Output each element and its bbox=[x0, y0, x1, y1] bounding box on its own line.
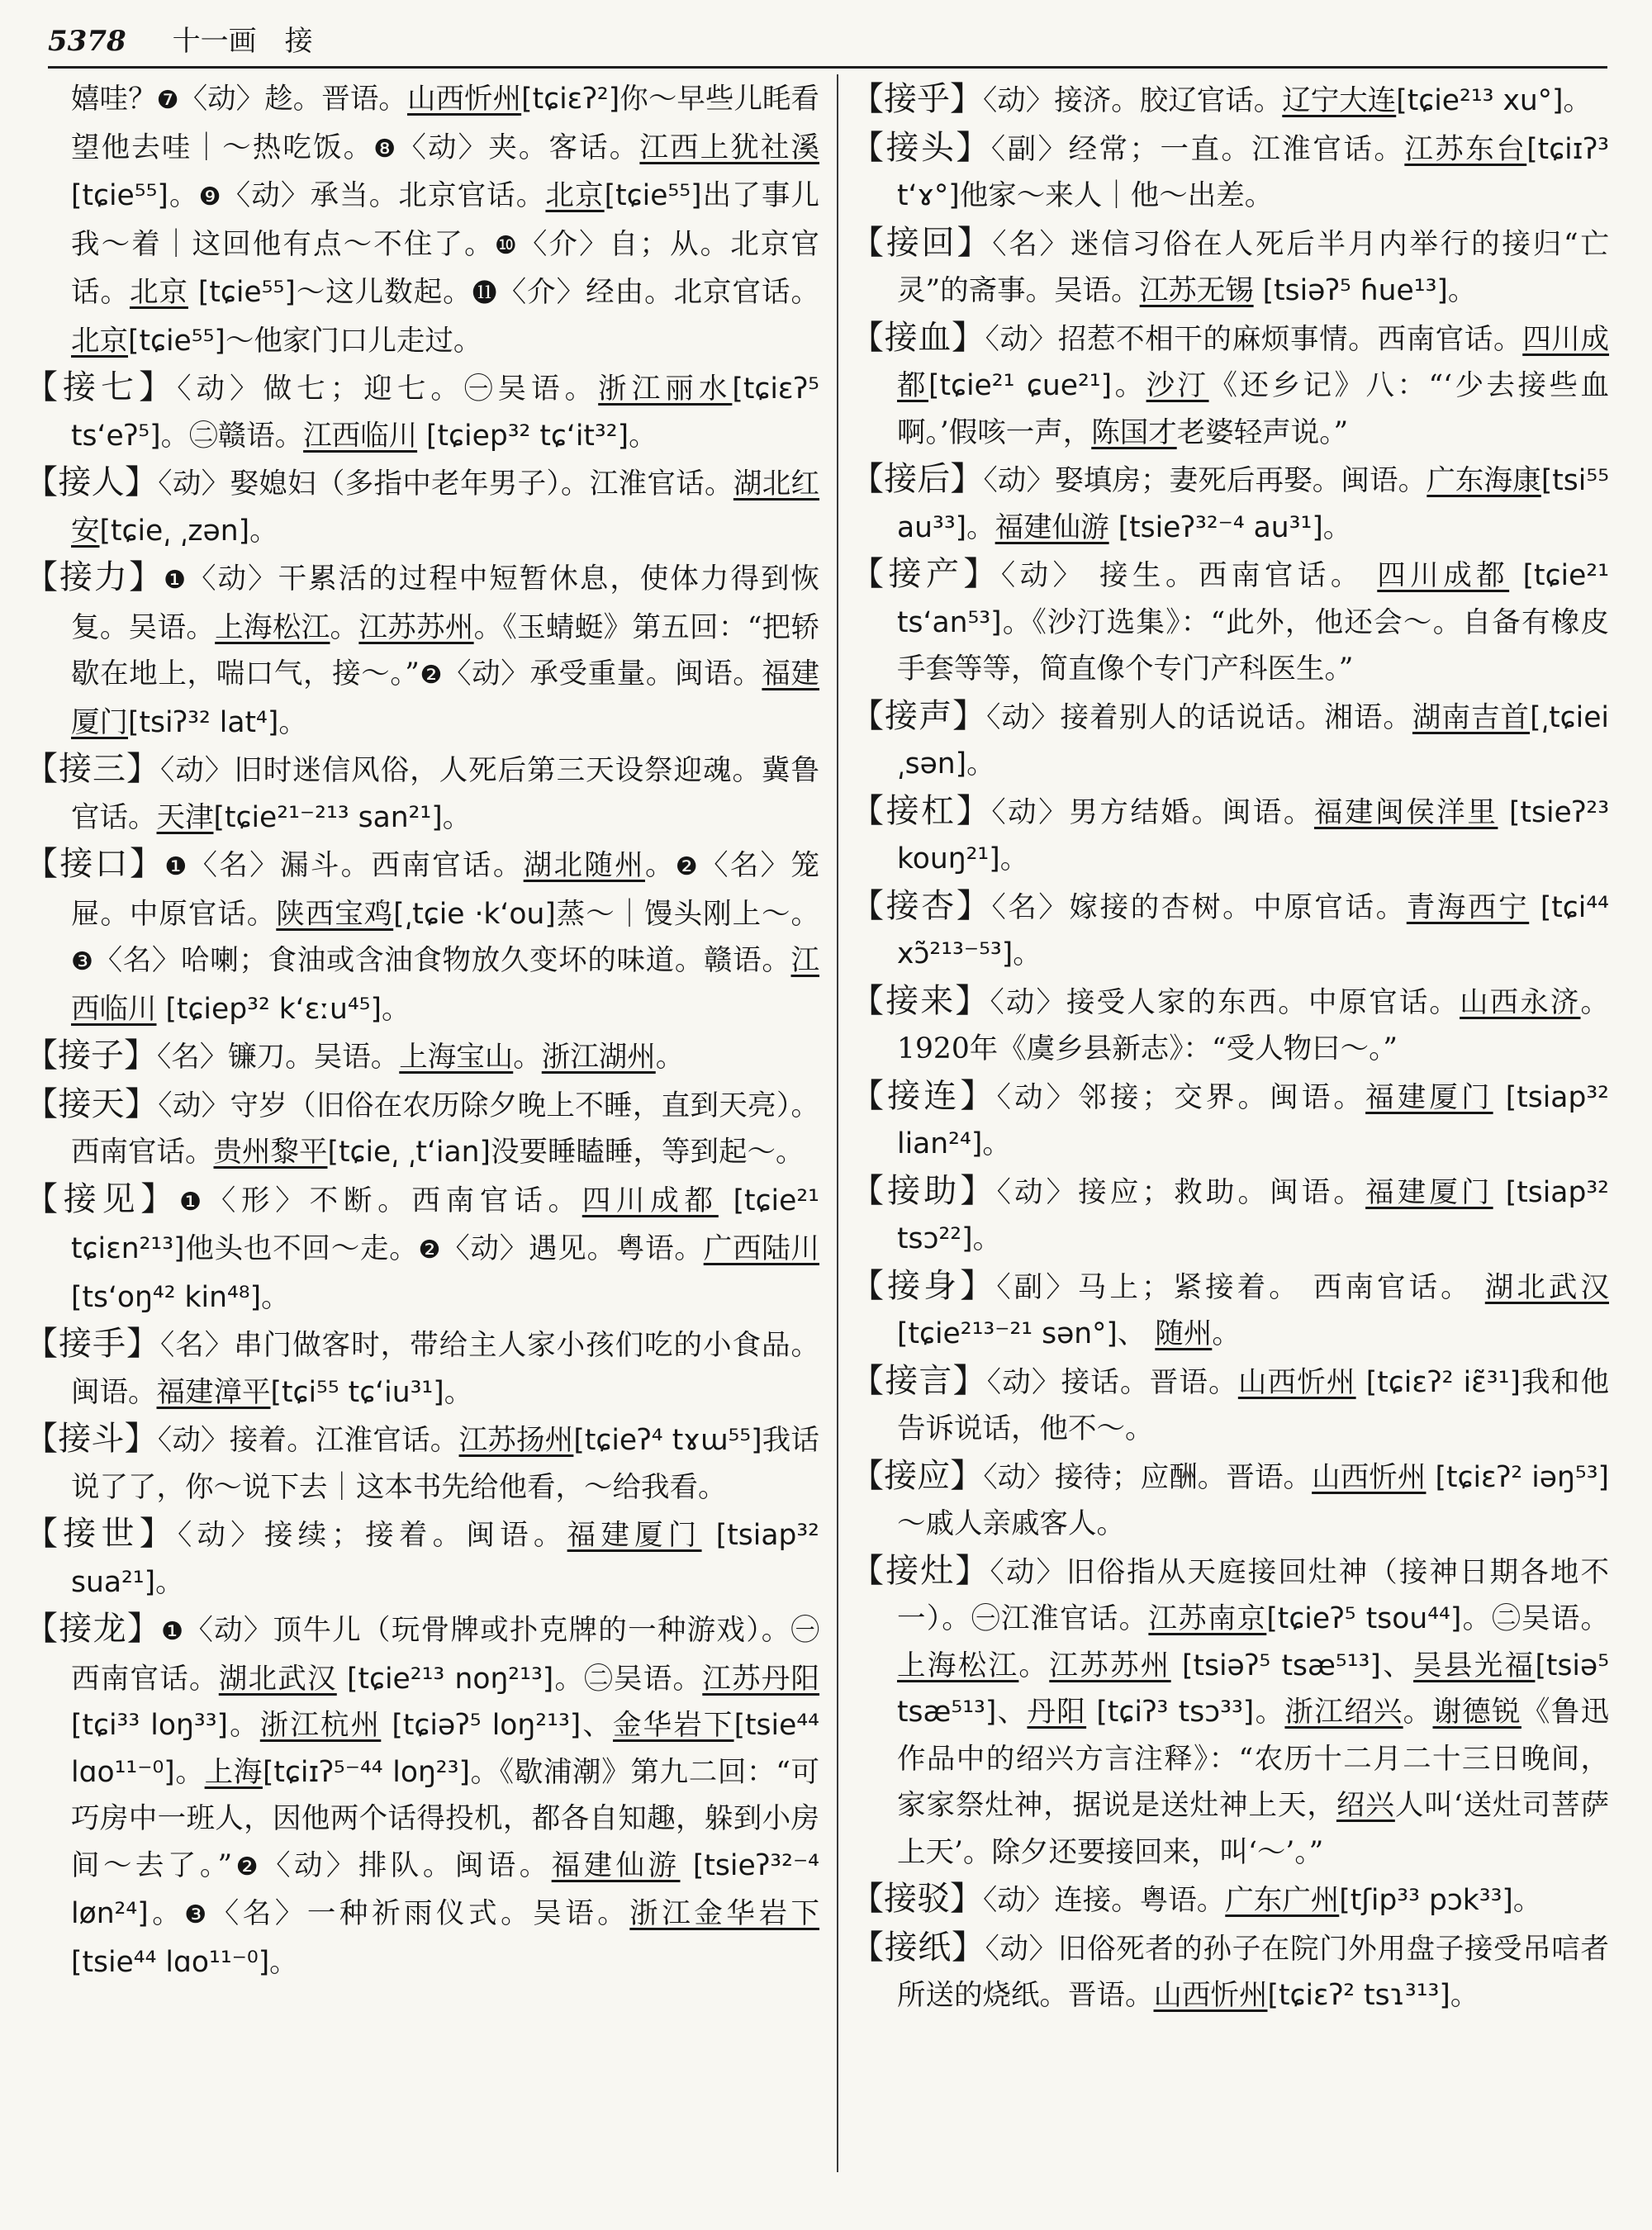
pronunciation: [tɕiɛʔ² tsɿ³¹³] bbox=[1267, 1979, 1450, 2012]
pronunciation: [tɕie͵ ͵zən] bbox=[99, 514, 250, 548]
definition-text: 〈动〉接受人家的东西。中原官话。 bbox=[990, 985, 1460, 1019]
place-name: 上海宝山 bbox=[399, 1041, 514, 1074]
place-name: 陕西宝鸡 bbox=[276, 897, 394, 931]
definition-text: 〈副〉马上；紧接着。 西南官话。 bbox=[996, 1270, 1485, 1304]
place-name: 广西陆川 bbox=[703, 1232, 820, 1265]
place-name: 福建仙游 bbox=[995, 510, 1109, 544]
definition-text: 〈动〉接话。晋语。 bbox=[986, 1365, 1238, 1399]
pronunciation: [tɕie²¹ ɕue²¹] bbox=[928, 369, 1113, 402]
definition-text: 。 bbox=[999, 842, 1029, 875]
place-name: 福建仙游 bbox=[551, 1848, 681, 1882]
page-header bbox=[48, 25, 313, 58]
entry-headword: 【接声】 bbox=[851, 696, 987, 735]
definition-text: 〈动〉做七；迎七。㊀吴语。 bbox=[177, 372, 599, 406]
place-name: 山西忻州 bbox=[1153, 1979, 1268, 2012]
definition-text: 〈动〉排队。闽语。 bbox=[262, 1848, 552, 1882]
definition-text: 。 bbox=[513, 1041, 542, 1074]
place-name: 江苏东台 bbox=[1404, 132, 1527, 166]
definition-text: 。 bbox=[249, 514, 278, 548]
definition-text: 。 bbox=[444, 1375, 473, 1409]
dictionary-entry bbox=[851, 76, 1609, 125]
place-name: 天津 bbox=[156, 800, 214, 834]
definition-text: 。 bbox=[148, 1897, 185, 1930]
dictionary-entry bbox=[25, 459, 819, 554]
definition-text: 。 bbox=[1254, 1696, 1285, 1729]
pronunciation: [tsiəʔ⁵ ɦue¹³] bbox=[1253, 274, 1448, 307]
definition-text: 。 bbox=[227, 1709, 260, 1742]
pronunciation: [tɕie͵ ͵tʻian] bbox=[327, 1136, 491, 1169]
place-name: 江苏无锡 bbox=[1139, 274, 1254, 307]
definition-text: 〈名〉嫁接的杏树。中原官话。 bbox=[991, 890, 1407, 924]
definition-text: 。 bbox=[655, 1041, 685, 1074]
definition-text: 〈介〉自；从。北京官话。 bbox=[71, 227, 820, 309]
entry-headword: 【接灶】 bbox=[851, 1551, 990, 1590]
definition-text: 〈介〉经由。北京官话。 bbox=[497, 276, 819, 309]
sense-number: ❼ bbox=[156, 86, 179, 115]
sense-number: ⓫ bbox=[472, 279, 498, 308]
entry-headword: 【接回】 bbox=[851, 223, 993, 262]
left-column bbox=[25, 76, 819, 1986]
definition-text: 〈动〉夹。客话。 bbox=[397, 130, 640, 164]
place-name: 山西永济 bbox=[1460, 985, 1581, 1019]
place-name: 湖南吉首 bbox=[1412, 700, 1531, 734]
definition-text: 〈动〉守岁（旧俗在农历除夕晚上不睡，直到天亮）。西南官话。 bbox=[71, 1089, 820, 1169]
definition-text: 。 bbox=[1450, 1979, 1479, 2012]
pronunciation: [tɕiɛʔ²] bbox=[521, 83, 620, 116]
definition-text: 〈形〉不断。西南官话。 bbox=[206, 1184, 582, 1217]
dictionary-entry bbox=[851, 125, 1609, 220]
dictionary-entry bbox=[25, 1416, 819, 1511]
definition-text: 。 bbox=[972, 1222, 1002, 1255]
definition-text: 〈名〉笼屉。中原官话。 bbox=[71, 849, 820, 931]
dictionary-entry bbox=[25, 841, 819, 1032]
pronunciation: [tɕiɛʔ² iəŋ⁵³] bbox=[1426, 1460, 1609, 1494]
pronunciation: [tɕie⁵⁵] bbox=[128, 324, 225, 358]
pronunciation: [tɕieʔ⁵ tsou⁴⁴] bbox=[1266, 1602, 1462, 1635]
place-name: 北京 bbox=[129, 276, 188, 309]
entry-headword: 【接乎】 bbox=[851, 80, 983, 118]
definition-text: ～这儿数起。 bbox=[295, 276, 472, 309]
dictionary-entry bbox=[851, 883, 1609, 978]
definition-text: 〈名〉漏斗。西南官话。 bbox=[188, 849, 524, 882]
dictionary-entry bbox=[25, 1176, 819, 1321]
definition-text: 我话说了了，你～说下去｜这本书先给他看，～给我看。 bbox=[71, 1424, 820, 1504]
definition-text: 〈动〉旧俗死者的孙子在院门外用盘子接受吊唁者所送的烧纸。晋语。 bbox=[897, 1932, 1610, 2012]
definition-text: 〈动〉 接生。西南官话。 bbox=[1000, 559, 1378, 592]
pronunciation: [tɕi⁵⁵ tɕʻiu³¹] bbox=[270, 1375, 444, 1409]
place-name: 北京 bbox=[71, 324, 128, 358]
sense-number: ❶ bbox=[179, 1187, 207, 1217]
place-name: 江西临川 bbox=[303, 419, 418, 453]
entry-headword: 【接天】 bbox=[25, 1084, 159, 1123]
definition-text: 〈名〉镰刀。吴语。 bbox=[157, 1041, 400, 1074]
pronunciation: [tsie⁴⁴ lɑo¹¹⁻⁰] bbox=[71, 1945, 270, 1979]
place-name: 吴县光福 bbox=[1413, 1649, 1536, 1682]
sense-number: ❷ bbox=[419, 661, 444, 690]
definition-text: 。 bbox=[1403, 1696, 1433, 1729]
sense-number: ❷ bbox=[418, 1236, 442, 1264]
definition-text: 蒸～｜馒头刚上～。 bbox=[555, 897, 820, 931]
sense-number: ❶ bbox=[164, 852, 189, 881]
definition-text: 。 bbox=[966, 747, 995, 780]
definition-text: 人叫‘送灶司菩萨上天’。除夕还要接回来，叫‘～’。” bbox=[897, 1789, 1610, 1869]
definition-text: 〈动〉男方结婚。闽语。 bbox=[991, 795, 1314, 829]
dictionary-entry bbox=[851, 1876, 1609, 1924]
place-name: 辽宁大连 bbox=[1282, 84, 1397, 117]
definition-text: 。《沙汀选集》：“此外，他还会～。自备有橡皮手套等等，简直像个专门产科医生。” bbox=[897, 605, 1609, 686]
definition-text: 。 bbox=[168, 179, 199, 212]
entry-headword: 【接七】 bbox=[25, 368, 178, 406]
dictionary-entry bbox=[851, 1453, 1609, 1548]
definition-text: 。 bbox=[966, 510, 995, 544]
definition-text: 。 bbox=[1512, 1884, 1542, 1917]
pronunciation: [tsie⁴⁴ lɑo¹¹⁻⁰] bbox=[71, 1709, 819, 1789]
entry-headword: 【接口】 bbox=[25, 845, 165, 883]
place-name: 福建厦门 bbox=[71, 657, 820, 739]
place-name: 福建漳平 bbox=[156, 1375, 271, 1409]
pronunciation: [tɕie²¹³ noŋ²¹³] bbox=[336, 1662, 554, 1696]
definition-text: 〈动〉趁。晋语。 bbox=[178, 83, 407, 116]
definition-text: 〈动〉顶牛儿（玩骨牌或扑克牌的一种游戏）。㊀西南官话。 bbox=[71, 1614, 820, 1696]
definition-text: 〈动〉旧时迷信风俗，人死后第三天设祭迎魂。冀鲁官话。 bbox=[71, 754, 820, 834]
entry-headword: 【接来】 bbox=[851, 981, 990, 1020]
definition-text: 〈名〉哈喇；食油或含油食物放久变坏的味道。赣语。 bbox=[93, 944, 791, 977]
place-name: 四川成都 bbox=[1377, 559, 1510, 592]
place-name: 江西上犹社溪 bbox=[639, 130, 820, 164]
definition-text: 〈动〉招惹不相干的麻烦事情。西南官话。 bbox=[985, 322, 1523, 356]
definition-text: 〈动〉接续；接着。闽语。 bbox=[177, 1519, 567, 1552]
definition-text: 〈动〉承当。北京官话。 bbox=[221, 179, 546, 212]
page-number: 5378 bbox=[48, 25, 126, 58]
pronunciation: [tɕiəʔ⁵ loŋ²¹³] bbox=[381, 1709, 582, 1742]
place-name: 浙江绍兴 bbox=[1284, 1696, 1403, 1729]
definition-text: 、 bbox=[996, 1696, 1028, 1729]
definition-text: 。 bbox=[644, 849, 676, 882]
place-name: 山西忻州 bbox=[1312, 1460, 1427, 1494]
definition-text: 〈动〉接济。胶辽官话。 bbox=[983, 84, 1283, 117]
sense-number: ❽ bbox=[373, 134, 398, 164]
place-name: 绍兴 bbox=[1336, 1789, 1395, 1822]
place-name: 福建厦门 bbox=[567, 1519, 702, 1552]
definition-text: 〈动〉娶媳妇（多指中老年男子）。江淮官话。 bbox=[158, 467, 733, 501]
definition-text: 。 bbox=[278, 705, 307, 739]
dictionary-entry bbox=[851, 315, 1609, 457]
place-name: 浙江杭州 bbox=[259, 1709, 382, 1742]
definition-text: 。㊁赣语。 bbox=[160, 419, 304, 453]
dictionary-entry bbox=[851, 693, 1609, 788]
definition-text: 。 bbox=[269, 1945, 298, 1979]
place-name: 江苏南京 bbox=[1148, 1602, 1267, 1635]
definition-text: 〈动〉接着别人的话说话。湘语。 bbox=[986, 700, 1412, 734]
place-name: 青海西宁 bbox=[1406, 890, 1530, 924]
stroke-section: 十一画 bbox=[172, 25, 257, 58]
place-name: 福建闽侯洋里 bbox=[1313, 795, 1498, 829]
place-name: 上海松江 bbox=[215, 610, 330, 644]
definition-text: 〈动〉旧俗指从天庭接回灶神（接神日期各地不一）。㊀江淮官话。 bbox=[897, 1555, 1610, 1635]
definition-text: 。㊁吴语。 bbox=[1461, 1602, 1610, 1635]
entry-headword: 【接应】 bbox=[851, 1456, 984, 1495]
entry-headword: 【接见】 bbox=[25, 1179, 180, 1218]
definition-text: 《鲁迅作品中的绍兴方言注释》：“农历十二月二十三日晚间，家家祭灶神，据说是送灶神上天， bbox=[897, 1696, 1610, 1822]
pronunciation: [tɕie⁵⁵] bbox=[188, 276, 296, 309]
place-name: 山西忻州 bbox=[406, 83, 522, 116]
entry-headword: 【接子】 bbox=[25, 1037, 157, 1075]
place-name: 广东广州 bbox=[1225, 1884, 1340, 1917]
place-name: 湖北红安 bbox=[71, 467, 820, 548]
entry-headword: 【接人】 bbox=[25, 463, 159, 501]
pronunciation: [tɕi⁴⁴ xɔ̃²¹³⁻⁵³] bbox=[897, 890, 1610, 970]
place-name: 山西忻州 bbox=[1237, 1365, 1356, 1399]
pronunciation: [tɕiep³² kʻɛːu⁴⁵] bbox=[156, 992, 382, 1026]
definition-text: 〈动〉连接。粤语。 bbox=[983, 1884, 1226, 1917]
sense-number: ❷ bbox=[232, 1852, 263, 1881]
entry-headword: 【接世】 bbox=[25, 1515, 178, 1553]
sense-number: ❷ bbox=[675, 852, 700, 881]
dictionary-entry bbox=[851, 978, 1609, 1073]
definition-text: 老婆轻声说。” bbox=[1176, 415, 1349, 449]
sense-number: ❸ bbox=[71, 947, 94, 976]
dictionary-entry bbox=[851, 551, 1609, 693]
dictionary-entry bbox=[25, 1606, 819, 1986]
definition-text: 。 bbox=[629, 419, 657, 453]
pronunciation: [tsieʔ²³ kouŋ²¹] bbox=[897, 795, 1610, 875]
definition-text: 〈动〉干累活的过程中短暂休息，使体力得到恢复。吴语。 bbox=[71, 562, 820, 644]
pronunciation: [tsiap³² tsɔ²²] bbox=[897, 1175, 1609, 1255]
place-name: 江苏扬州 bbox=[458, 1424, 574, 1457]
definition-text: 。 bbox=[442, 800, 472, 834]
place-name: 江西临川 bbox=[71, 944, 819, 1026]
dictionary-entry bbox=[25, 554, 819, 746]
entry-headword: 【接杏】 bbox=[851, 886, 992, 925]
pronunciation: [tsi⁵⁵ au³³] bbox=[897, 464, 1610, 544]
definition-text: 。《玉蜻蜓》第五回：“把轿歇在地上，喘口气，接～。” bbox=[71, 610, 820, 690]
definition-text: 。 bbox=[1563, 84, 1592, 117]
definition-text: 、 bbox=[1117, 1317, 1156, 1350]
place-name: 广东海康 bbox=[1427, 464, 1541, 497]
entry-headword: 【接言】 bbox=[851, 1361, 987, 1400]
pronunciation: [tsieʔ³²⁻⁴ au³¹] bbox=[1108, 510, 1323, 544]
pronunciation: [tɕiɛʔ² iɛ̃³¹] bbox=[1355, 1365, 1521, 1399]
dictionary-entry bbox=[851, 1924, 1609, 2019]
definition-text: 嬉哇？ bbox=[71, 83, 157, 116]
place-name: 金华岩下 bbox=[613, 1709, 734, 1742]
definition-text: ～戚人亲戚客人。 bbox=[897, 1507, 1125, 1540]
place-name: 湖北随州 bbox=[523, 849, 645, 882]
sense-number: ❶ bbox=[164, 566, 188, 595]
pronunciation: [tsiəʔ⁵ tsæ⁵¹³] bbox=[1170, 1649, 1381, 1682]
place-name: 湖北武汉 bbox=[1484, 1270, 1610, 1304]
place-name: 上海 bbox=[204, 1755, 263, 1789]
definition-text: 。 bbox=[381, 992, 411, 1026]
dictionary-entry bbox=[25, 364, 819, 459]
pronunciation: [tsieʔ³²⁻⁴ løn²⁴] bbox=[71, 1848, 820, 1930]
place-name: 江苏苏州 bbox=[358, 610, 474, 644]
pronunciation: [tɕie⁵⁵] bbox=[604, 179, 702, 212]
pronunciation: [tɕiʔ³ tsɔ³³] bbox=[1086, 1696, 1255, 1729]
pronunciation: [tsiap³² lian²⁴] bbox=[897, 1080, 1609, 1160]
entry-headword: 【接助】 bbox=[851, 1171, 997, 1210]
definition-text: 〈动〉接着。江淮官话。 bbox=[157, 1424, 459, 1457]
pronunciation: [tɕie²¹ tɕiɛn²¹³] bbox=[71, 1184, 820, 1265]
entry-headword: 【接后】 bbox=[851, 460, 984, 498]
place-name: 上海松江 bbox=[897, 1649, 1019, 1682]
dictionary-entry bbox=[25, 1032, 819, 1081]
place-name: 福建厦门 bbox=[1365, 1080, 1493, 1114]
dictionary-entry bbox=[25, 1081, 819, 1176]
definition-text: 。《歇浦潮》第九二回：“可巧房中一班人，因他两个话得投机，都各自知趣，躲到小房间～去了。” bbox=[71, 1755, 820, 1882]
dictionary-entry bbox=[851, 1263, 1609, 1358]
pronunciation: [tɕi³³ loŋ³³] bbox=[71, 1709, 228, 1742]
definition-text: 。1920年《虞乡县新志》：“受人物曰～。” bbox=[897, 985, 1610, 1065]
place-name: 江苏丹阳 bbox=[702, 1662, 820, 1696]
definition-text: 。 bbox=[1447, 274, 1477, 307]
definition-text: 。 bbox=[1018, 1649, 1050, 1682]
place-name: 谢德锐 bbox=[1432, 1696, 1521, 1729]
definition-text: 〈动〉遇见。粤语。 bbox=[441, 1232, 704, 1265]
pronunciation: [tɕie²¹³ xu°] bbox=[1396, 84, 1564, 117]
pronunciation: [tɕie²¹ tsʻan⁵³] bbox=[897, 559, 1610, 639]
place-name: 浙江湖州 bbox=[541, 1041, 656, 1074]
place-name: 贵州黎平 bbox=[213, 1136, 328, 1169]
definition-text: 〈名〉一种祈雨仪式。吴语。 bbox=[210, 1897, 630, 1930]
entry-headword: 【接力】 bbox=[25, 558, 164, 596]
definition-text: 〈名〉迷信习俗在人死后半月内举行的接归“亡灵”的斋事。吴语。 bbox=[897, 227, 1610, 307]
place-name: 沙汀 bbox=[1146, 369, 1209, 402]
sense-number: ❸ bbox=[184, 1900, 211, 1929]
place-name: 福建厦门 bbox=[1365, 1175, 1493, 1209]
continued-entry bbox=[25, 76, 819, 364]
entry-headword: 【接杠】 bbox=[851, 791, 992, 830]
radical-character: 接 bbox=[284, 25, 313, 58]
definition-text: 。 bbox=[982, 1127, 1011, 1160]
pronunciation: [tɕie²¹⁻²¹³ san²¹] bbox=[213, 800, 443, 834]
pronunciation: [tɕiep³² tɕʻit³²] bbox=[417, 419, 629, 453]
definition-text: 。 bbox=[1322, 510, 1352, 544]
definition-text: 〈副〉经常；一直。江淮官话。 bbox=[990, 132, 1405, 166]
pronunciation: [tsiʔ³² lat⁴] bbox=[128, 705, 279, 739]
definition-text: 。 bbox=[1212, 1317, 1241, 1350]
definition-text: 。 bbox=[174, 1755, 205, 1789]
definition-text: 、 bbox=[1380, 1649, 1414, 1682]
definition-text: 、 bbox=[581, 1709, 614, 1742]
entry-headword: 【接身】 bbox=[851, 1266, 997, 1305]
entry-headword: 【接龙】 bbox=[25, 1610, 162, 1648]
dictionary-entry bbox=[851, 1548, 1609, 1877]
definition-text: 他头也不回～走。 bbox=[184, 1232, 419, 1265]
definition-text: 〈动〉邻接；交界。闽语。 bbox=[996, 1080, 1366, 1114]
dictionary-entry bbox=[851, 220, 1609, 315]
place-name: 北京 bbox=[545, 179, 605, 212]
pronunciation: [tɕiɪʔ³ tʻɤ°] bbox=[897, 132, 1610, 212]
entry-headword: 【接产】 bbox=[851, 555, 1001, 593]
place-name: 四川成都 bbox=[897, 322, 1610, 402]
entry-headword: 【接头】 bbox=[851, 128, 991, 167]
place-name: 江苏苏州 bbox=[1049, 1649, 1171, 1682]
definition-text: 〈动〉承受重量。闽语。 bbox=[443, 657, 762, 690]
entry-headword: 【接驳】 bbox=[851, 1880, 983, 1918]
dictionary-entry bbox=[851, 1073, 1609, 1168]
dictionary-entry bbox=[25, 1321, 819, 1416]
place-name: 四川成都 bbox=[582, 1184, 719, 1217]
place-name: 陈国才 bbox=[1091, 415, 1177, 449]
definition-text: 〈动〉接应；救助。闽语。 bbox=[996, 1175, 1366, 1209]
pronunciation: [tsʻoŋ⁴² kin⁴⁸] bbox=[71, 1280, 262, 1314]
entry-headword: 【接纸】 bbox=[851, 1928, 985, 1967]
header-rule bbox=[48, 66, 1607, 69]
dictionary-entry bbox=[25, 746, 819, 841]
pronunciation: [tɕiɛʔ⁵ tsʻeʔ⁵] bbox=[71, 372, 820, 453]
entry-headword: 【接三】 bbox=[25, 750, 160, 788]
definition-text: 。 bbox=[155, 1565, 184, 1599]
pronunciation: [tɕie²¹³⁻²¹ sən°] bbox=[897, 1317, 1118, 1350]
pronunciation: [͵tɕiei ͵sən] bbox=[897, 700, 1610, 780]
pronunciation: [tɕie⁵⁵] bbox=[71, 179, 169, 212]
place-name: 随州 bbox=[1155, 1317, 1213, 1350]
pronunciation: [tsiap³² sua²¹] bbox=[71, 1519, 820, 1599]
place-name: 丹阳 bbox=[1027, 1696, 1087, 1729]
definition-text: 〈动〉娶填房；妻死后再娶。闽语。 bbox=[983, 464, 1427, 497]
definition-text: 我和他告诉说话，他不～。 bbox=[897, 1365, 1610, 1445]
definition-text: 没要睡瞌睡，等到起～。 bbox=[490, 1136, 805, 1169]
place-name: 湖北武汉 bbox=[218, 1662, 337, 1696]
dictionary-entry bbox=[851, 788, 1609, 883]
entry-headword: 【接连】 bbox=[851, 1076, 997, 1115]
definition-text: 。 bbox=[330, 610, 359, 644]
column-divider bbox=[837, 74, 838, 2172]
dictionary-entry bbox=[851, 1358, 1609, 1453]
dictionary-entry bbox=[25, 1511, 819, 1606]
dictionary-entry bbox=[851, 456, 1609, 551]
definition-text: 。 bbox=[261, 1280, 290, 1314]
place-name: 浙江金华岩下 bbox=[629, 1897, 820, 1930]
definition-text: 你～早些儿眊看望他去哇｜～热吃饭。 bbox=[71, 83, 820, 164]
definition-text: 〈名〉串门做客时，带给主人家小孩们吃的小食品。闽语。 bbox=[71, 1329, 820, 1409]
sense-number: ❾ bbox=[198, 183, 222, 211]
entry-headword: 【接斗】 bbox=[25, 1420, 158, 1458]
sense-number: ❿ bbox=[494, 230, 519, 260]
definition-text: 他家～来人｜他～出差。 bbox=[959, 179, 1274, 212]
pronunciation: [tɕieʔ⁴ tɤɯ⁵⁵] bbox=[573, 1424, 762, 1457]
definition-text: 。 bbox=[1112, 369, 1146, 402]
definition-text: 。㊁吴语。 bbox=[553, 1662, 703, 1696]
sense-number: ❶ bbox=[161, 1617, 185, 1646]
place-name: 浙江丽水 bbox=[598, 372, 733, 406]
pronunciation: [͵tɕie ·kʻou] bbox=[393, 897, 556, 931]
entry-headword: 【接手】 bbox=[25, 1325, 160, 1363]
definition-text: 〈动〉接待；应酬。晋语。 bbox=[983, 1460, 1313, 1494]
dictionary-entry bbox=[851, 1168, 1609, 1263]
right-column bbox=[851, 76, 1609, 2019]
definition-text: 《还乡记》八：“‘少去接些血啊。’假咳一声， bbox=[897, 369, 1610, 449]
entry-headword: 【接血】 bbox=[851, 318, 985, 357]
definition-text: ～他家门口儿走过。 bbox=[225, 324, 482, 358]
definition-text: 出了事儿我～着｜这回他有点～不住了。 bbox=[71, 179, 820, 261]
pronunciation: [tsiə⁵ tsæ⁵¹³] bbox=[897, 1649, 1610, 1729]
pronunciation: [tɕiɪʔ⁵⁻⁴⁴ loŋ²³] bbox=[262, 1755, 470, 1789]
definition-text: 。 bbox=[1013, 937, 1042, 970]
pronunciation: [tʃip³³ pɔk³³] bbox=[1339, 1884, 1513, 1917]
